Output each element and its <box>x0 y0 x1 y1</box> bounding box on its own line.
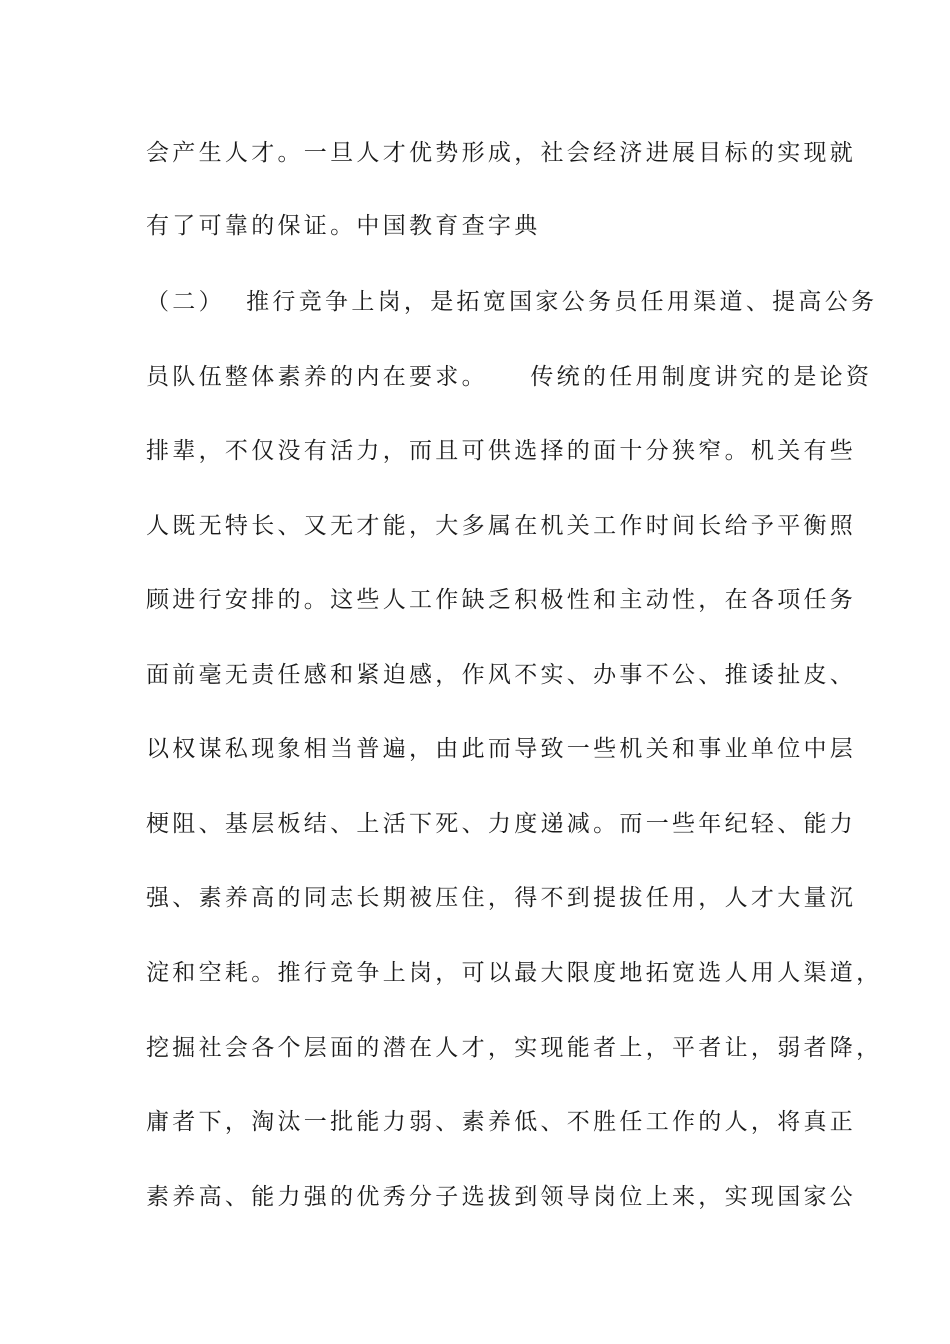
text-line: 庸者下，淘汰一批能力弱、素养低、不胜任工作的人，将真正 <box>146 1109 857 1135</box>
text-line: 梗阻、基层板结、上活下死、力度递减。而一些年纪轻、能力 <box>146 811 857 837</box>
text-line: 员队伍整体素养的内在要求。 传统的任用制度讲究的是论资 <box>146 364 873 390</box>
text-line: 顾进行安排的。这些人工作缺乏积极性和主动性，在各项任务 <box>146 587 857 613</box>
text-line: 以权谋私现象相当普遍，由此而导致一些机关和事业单位中层 <box>146 736 857 762</box>
text-line: （二） 推行竞争上岗，是拓宽国家公务员任用渠道、提高公务 <box>146 289 878 315</box>
text-line: 挖掘社会各个层面的潜在人才，实现能者上，平者让，弱者降， <box>146 1035 883 1061</box>
text-line: 人既无特长、又无才能，大多属在机关工作时间长给予平衡照 <box>146 513 857 539</box>
text-line: 排辈，不仅没有活力，而且可供选择的面十分狭窄。机关有些 <box>146 438 857 464</box>
text-line: 素养高、能力强的优秀分子选拔到领导岗位上来，实现国家公 <box>146 1184 857 1210</box>
text-line: 面前毫无责任感和紧迫感，作风不实、办事不公、推诿扯皮、 <box>146 662 857 688</box>
text-line: 强、素养高的同志长期被压住，得不到提拔任用，人才大量沉 <box>146 885 857 911</box>
text-line: 淀和空耗。推行竞争上岗，可以最大限度地拓宽选人用人渠道， <box>146 960 883 986</box>
text-line: 有了可靠的保证。中国教育查字典 <box>146 213 541 239</box>
text-line: 会产生人才。一旦人才优势形成，社会经济进展目标的实现就 <box>146 140 857 166</box>
